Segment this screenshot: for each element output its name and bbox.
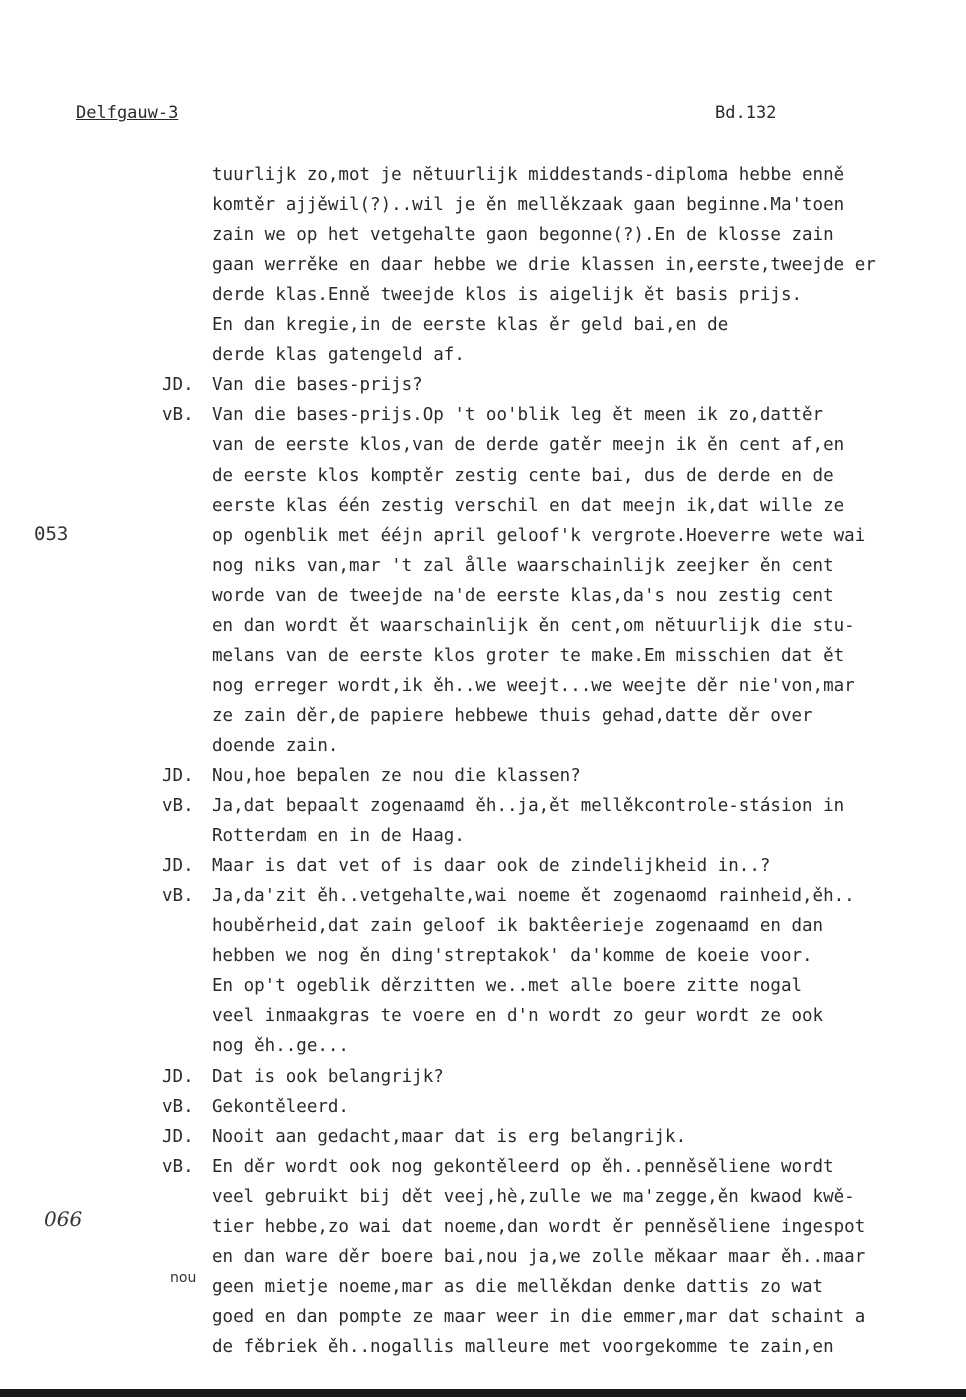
speaker-label: JD. [162, 1066, 194, 1087]
line-text: tier hebbe,zo wai dat noeme,dan wordt ěr penněsěliene ingespot [212, 1216, 866, 1237]
transcript-line [0, 671, 966, 701]
line-text: en dan ware děr boere bai,nou ja,we zolle měkaar maar ěh..maar [212, 1246, 866, 1267]
line-text: ze zain děr,de papiere hebbewe thuis gehad,datte děr over [212, 705, 813, 726]
line-text: Rotterdam en in de Haag. [212, 826, 465, 847]
transcript-line [0, 611, 966, 641]
line-text: komtěr ajjěwil(?)..wil je ěn mellěkzaak gaan beginne.Ma'toen [212, 195, 845, 216]
line-text: tuurlijk zo,mot je nĕtuurlijk middestands-diploma hebbe enně [212, 165, 845, 185]
transcript-line [0, 761, 966, 791]
speaker-label: JD. [162, 766, 194, 786]
line-text: derde klas gatengeld af. [212, 345, 465, 366]
transcript-line [0, 1302, 966, 1332]
line-text: En op't ogeblik děrzitten we..met alle boere zitte nogal [212, 976, 803, 997]
transcript-line [0, 881, 966, 911]
transcript-line [0, 400, 966, 430]
line-text: Dat is ook belangrijk? [212, 1066, 444, 1087]
transcript-line [0, 791, 966, 821]
line-text: hebben we nog ěn ding'streptakok' da'komme de koeie voor. [212, 946, 813, 967]
transcript-line [0, 190, 966, 220]
margin-note-066: 066 [44, 1207, 83, 1231]
line-text: En děr wordt ook nog gekontěleerd op ěh..penněsěliene wordt [212, 1156, 834, 1177]
transcript-line [0, 491, 966, 521]
transcript-line [0, 1242, 966, 1272]
transcript-line [0, 821, 966, 851]
line-text: de fěbriek ěh..nogallis malleure met voorgekomme te zain,en [212, 1336, 834, 1357]
transcript-line [0, 1182, 966, 1212]
transcript-line [0, 1031, 966, 1061]
speaker-label: JD. [162, 375, 194, 396]
speaker-label: vB. [162, 1156, 194, 1177]
header-right-label: Bd.132 [715, 103, 777, 123]
transcript-line [0, 851, 966, 881]
line-text: zain we op het vetgehalte gaon begonne(?).En de klosse zain [212, 225, 834, 246]
line-text: melans van de eerste klos groter te make.Em misschien dat ět [212, 645, 845, 666]
line-text: van de eerste klos,van de derde gatěr meejn ik ěn cent af,en [212, 435, 845, 456]
line-text: Gekontěleerd. [212, 1096, 349, 1117]
transcript-line [0, 340, 966, 370]
speaker-label: JD. [162, 856, 194, 877]
transcript-line [0, 1122, 966, 1152]
margin-note-nou: nou [170, 1270, 197, 1286]
line-text: Nou,hoe bepalen ze nou die klassen? [212, 766, 581, 786]
margin-note-053: 053 [34, 523, 69, 545]
line-text: Ja,dat bepaalt zogenaamd ěh..ja,ět mellěkcontrole-stásion in [212, 796, 845, 817]
transcript-line [0, 310, 966, 340]
transcript-line [0, 1272, 966, 1302]
line-text: op ogenblik met ééjn april geloof'k vergrote.Hoeverre wete wai [212, 525, 866, 546]
transcript-line [0, 370, 966, 400]
line-text: gaan werrěke en daar hebbe we drie klassen in,eerste,tweejde er [212, 255, 876, 276]
transcript-line [0, 521, 966, 551]
transcript-line [0, 430, 966, 460]
transcript-line [0, 1092, 966, 1122]
line-text: nog niks van,mar 't zal ålle waarschainlijk zeejker ěn cent [212, 555, 834, 576]
line-text: geen mietje noeme,mar as die mellěkdan denke dattis zo wat [212, 1276, 824, 1297]
transcript-line [0, 1332, 966, 1362]
speaker-label: vB. [162, 886, 194, 907]
transcript-line [0, 461, 966, 491]
transcript-line [0, 160, 966, 190]
transcript-line [0, 911, 966, 941]
transcript-line [0, 551, 966, 581]
line-text: en dan wordt ět waarschainlijk ěn cent,om nĕtuurlijk die stu- [212, 615, 855, 636]
line-text: Nooit aan gedacht,maar dat is erg belangrijk. [212, 1126, 687, 1147]
transcript-line [0, 280, 966, 310]
transcript-line [0, 220, 966, 250]
line-text: worde van de tweejde na'de eerste klas,da's nou zestig cent [212, 585, 834, 606]
line-text: houběrheid,dat zain geloof ik baktêerieje zogenaamd en dan [212, 916, 824, 937]
transcript-line [0, 641, 966, 671]
line-text: veel inmaakgras te voere en d'n wordt zo geur wordt ze ook [212, 1006, 824, 1027]
speaker-label: JD. [162, 1126, 194, 1147]
line-text: eerste klas één zestig verschil en dat meejn ik,dat wille ze [212, 495, 845, 516]
header-left-label: Delfgauw-3 [76, 103, 179, 123]
line-text: Van die bases-prijs.Op 't oo'blik leg ět meen ik zo,dattěr [212, 405, 824, 426]
speaker-label: vB. [162, 1096, 194, 1117]
line-text: Maar is dat vet of is daar ook de zindelijkheid in..? [212, 856, 771, 877]
bottom-rule [0, 1389, 966, 1397]
speaker-label: vB. [162, 796, 194, 817]
transcript-line [0, 971, 966, 1001]
line-text: derde klas.Enně tweejde klos is aigelijk ět basis prijs. [212, 285, 803, 306]
line-text: nog ěh..ge... [212, 1036, 349, 1057]
line-text: veel gebruikt bij dět veej,hè,zulle we ma'zegge,ěn kwaod kwě- [212, 1186, 855, 1207]
transcript-line [0, 1001, 966, 1031]
speaker-label: vB. [162, 405, 194, 426]
transcript-line [0, 1062, 966, 1092]
transcript-line [0, 581, 966, 611]
line-text: goed en dan pompte ze maar weer in die emmer,mar dat schaint a [212, 1306, 866, 1327]
line-text: de eerste klos komptěr zestig cente bai, dus de derde en de [212, 465, 834, 486]
line-text: Van die bases-prijs? [212, 375, 423, 396]
line-text: En dan kregie,in de eerste klas ěr geld bai,en de [212, 315, 729, 336]
transcript-line [0, 1152, 966, 1182]
transcript-line [0, 250, 966, 280]
transcript-line [0, 1212, 966, 1242]
transcript-line [0, 941, 966, 971]
transcript-line [0, 731, 966, 761]
transcript-line [0, 701, 966, 731]
line-text: Ja,da'zit ěh..vetgehalte,wai noeme ět zogenaomd rainheid,ěh.. [212, 886, 855, 907]
line-text: doende zain. [212, 735, 339, 756]
line-text: nog erreger wordt,ik ěh..we weejt...we weejte děr nie'von,mar [212, 675, 855, 696]
